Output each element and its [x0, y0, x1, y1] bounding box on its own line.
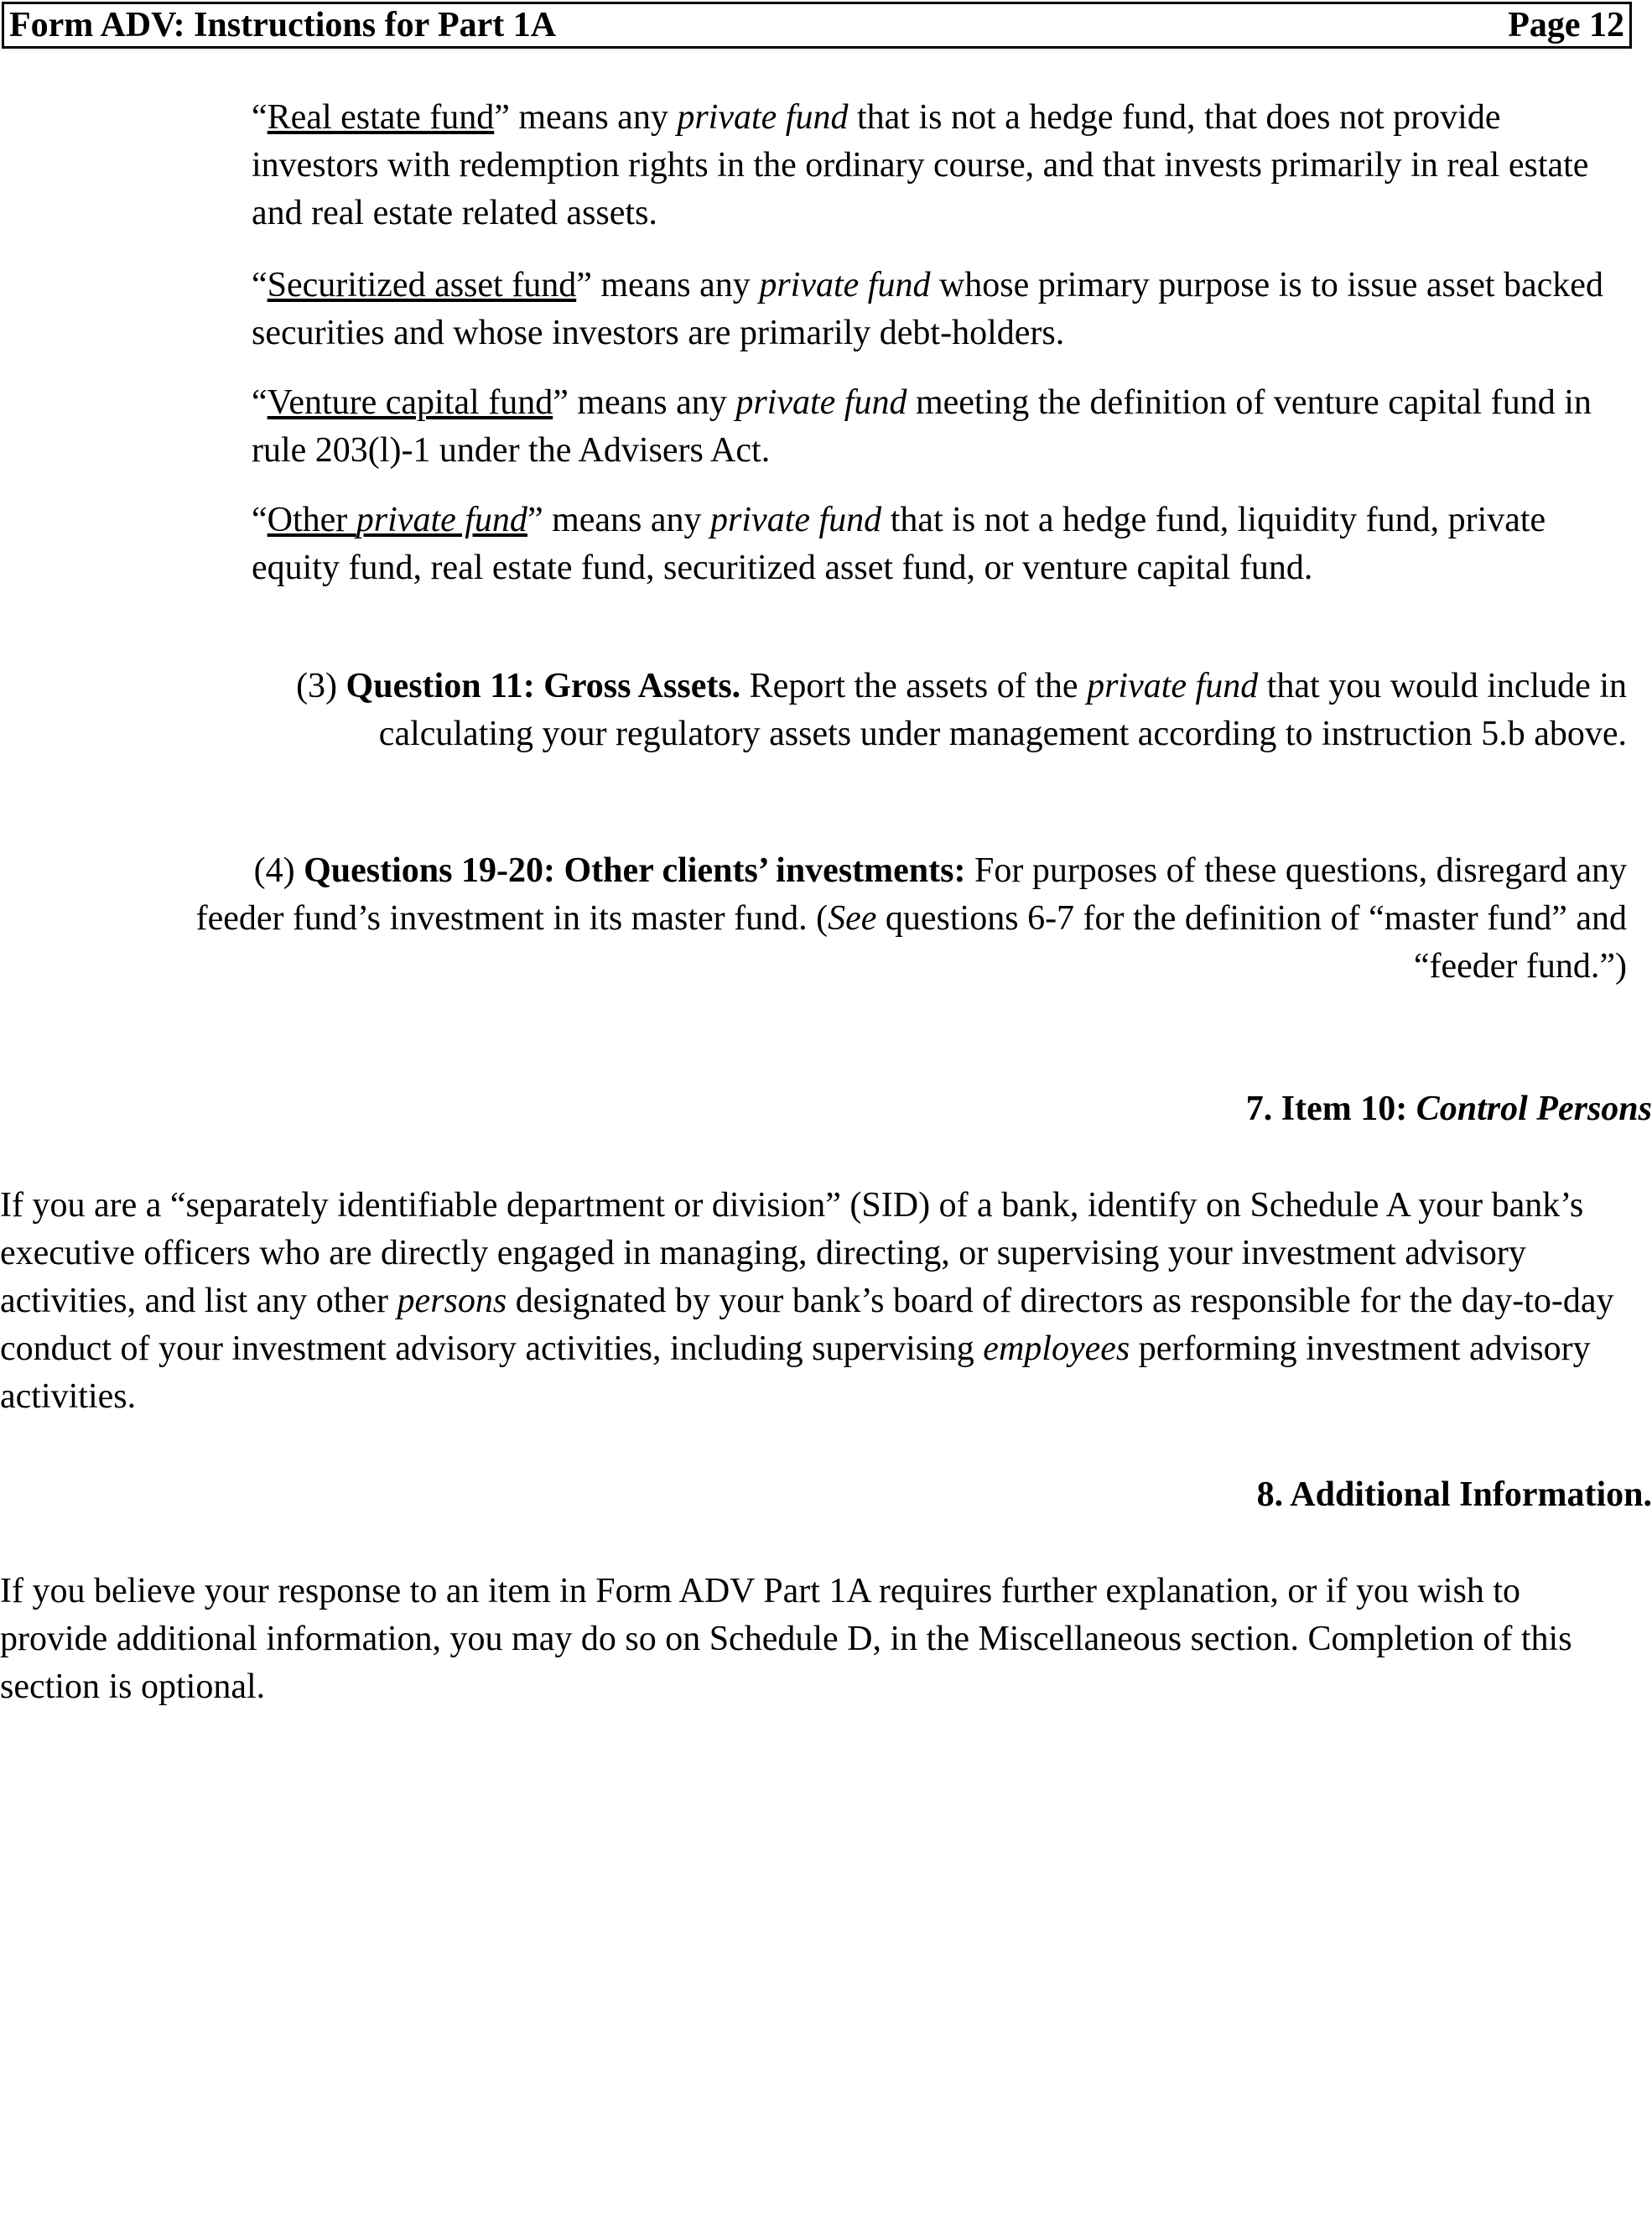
quote-close: ”: [576, 266, 592, 304]
definition-other-private-fund: [252, 497, 1627, 592]
defined-term-reference: private fund: [1087, 667, 1259, 705]
definition-text: means any: [509, 98, 678, 137]
paragraph-text: performing investment advisory activities.: [0, 1329, 1591, 1416]
question-11-gross-assets: [193, 663, 1627, 758]
definition-text: that is not a hedge fund, that does not provide investors with redemption rights in the ordinary course, and that invests primarily in real estate and real estate related assets.: [252, 98, 1589, 232]
page-header: [2, 2, 1632, 49]
defined-term-reference: persons: [397, 1282, 507, 1320]
definition-text: meeting the definition of venture capital fund in rule 203(l)-1 under the Advisers Act.: [252, 383, 1592, 470]
paragraph-text: designated by your bank’s board of directors as responsible for the day-to-day conduct of your investment advisory activities, including supervising: [0, 1282, 1614, 1368]
quote-close: ”: [494, 98, 510, 137]
heading-title: Control Persons: [1416, 1090, 1652, 1128]
see-reference: See: [828, 899, 877, 938]
definition-text: means any: [591, 266, 760, 304]
question-text: that you would include in calculating your regulatory assets under management according to instruction 5.b above.: [378, 667, 1627, 753]
quote-open: “: [252, 501, 268, 539]
quote-open: “: [252, 383, 268, 422]
defined-term: Venture capital fund: [267, 383, 553, 422]
defined-term: Other: [267, 501, 356, 539]
paragraph-text: If you are a “separately identifiable department or division” (SID) of a bank, identify on Schedule A your bank’s executive officers who are directly engaged in managing, directing, or supervising your investment advisory activities, and list any other: [0, 1186, 1584, 1320]
quote-open: “: [252, 266, 268, 304]
section-heading-item-10: [1246, 1085, 1652, 1133]
control-persons-paragraph: [0, 1182, 1627, 1421]
defined-term: Real estate fund: [267, 98, 495, 137]
header-title: Form ADV: Instructions for Part 1A: [9, 6, 557, 44]
defined-term-reference: private fund: [735, 383, 907, 422]
page-number: Page 12: [1508, 6, 1624, 44]
definition-venture-capital-fund: [252, 379, 1627, 475]
question-heading: Question 11: Gross Assets.: [345, 667, 741, 705]
definition-securitized-asset-fund: [252, 262, 1627, 357]
question-text: questions 6-7 for the definition of “master fund” and “feeder fund.”): [876, 899, 1627, 986]
definition-text: means any: [568, 383, 736, 422]
quote-open: “: [252, 98, 268, 137]
definition-text: means any: [543, 501, 711, 539]
quote-close: ”: [527, 501, 543, 539]
defined-term-reference: private fund: [710, 501, 882, 539]
defined-term-italic: private fund: [356, 501, 527, 539]
question-text: Report the assets of the: [740, 667, 1088, 705]
questions-19-20-other-clients: [193, 847, 1627, 991]
quote-close: ”: [553, 383, 569, 422]
additional-information-paragraph: If you believe your response to an item in Form ADV Part 1A requires further explanation, or if you wish to provide additional information, you may do so on Schedule D, in the Miscellaneous section. Completion of this section is optional.: [0, 1572, 1572, 1706]
heading-number: 7. Item 10:: [1245, 1090, 1416, 1128]
definition-real-estate-fund: [252, 94, 1627, 237]
defined-term-reference: private fund: [677, 98, 849, 137]
definition-text: that is not a hedge fund, liquidity fund, private equity fund, real estate fund, securitized asset fund, or venture capital fund.: [252, 501, 1546, 587]
defined-term-reference: employees: [983, 1329, 1130, 1368]
question-number: (4): [253, 851, 304, 890]
defined-term-reference: private fund: [759, 266, 931, 304]
defined-term: Securitized asset fund: [267, 266, 577, 304]
definition-text: whose primary purpose is to issue asset backed securities and whose investors are primarily debt-holders.: [252, 266, 1603, 352]
question-number: (3): [296, 667, 346, 705]
section-heading-additional-information: 8. Additional Information.: [1256, 1475, 1652, 1514]
question-heading: Questions 19-20: Other clients’ investments:: [304, 851, 966, 890]
question-text: For purposes of these questions, disregard any feeder fund’s investment in its master fund. (: [195, 851, 1627, 938]
